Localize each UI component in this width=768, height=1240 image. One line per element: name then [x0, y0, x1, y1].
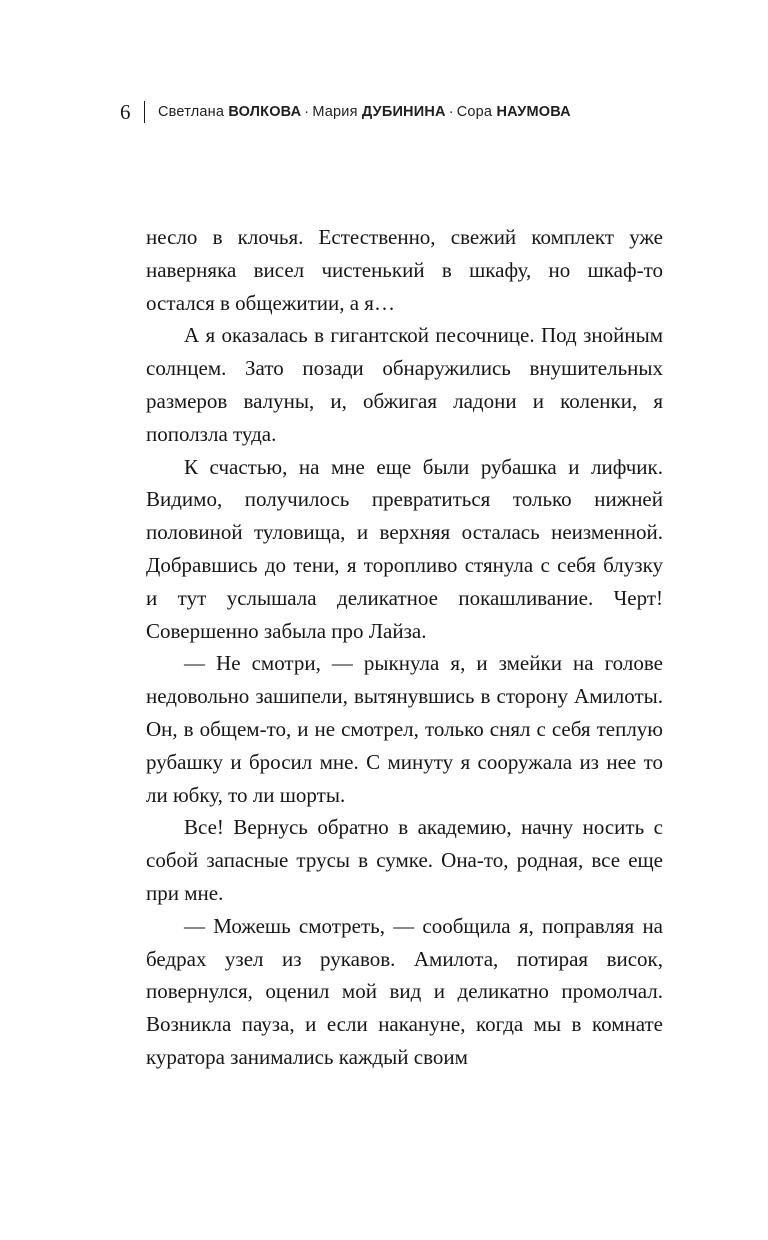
paragraph: К счастью, на мне еще были рубашка и лифчик. Видимо, получилось превратиться только нижней половиной туловища, и верхняя осталась неизменной. Добравшись до тени, я торопливо стянула с себя блузку и тут услышала деликатное покашливание. Черт! Совершенно забыла про Лайза. [146, 454, 663, 643]
author-given-name: Мария [312, 103, 362, 120]
author-separator: · [448, 103, 454, 120]
body-text [146, 221, 663, 1074]
author-surname: ВОЛКОВА [228, 103, 302, 120]
paragraph: несло в клочья. Естественно, свежий комплект уже наверняка висел чистенький в шкафу, но шкаф-то остался в общежитии, а я… [146, 225, 663, 315]
paragraph: — Можешь смотреть, — сообщила я, поправляя на бедрах узел из рукавов. Амилота, потирая висок, повернулся, оценил мой вид и деликатно промолчал. Возникла пауза, и если накануне, когда мы в комнате куратора занимались каждый своим [146, 913, 663, 1069]
author-surname: ДУБИНИНА [361, 103, 446, 120]
author-given-name: Сора [456, 103, 497, 120]
header-divider [144, 101, 146, 123]
paragraph: Все! Вернусь обратно в академию, начну носить с собой запасные трусы в сумке. Она-то, родная, все еще при мне. [146, 815, 663, 905]
paragraph: А я оказалась в гигантской песочнице. Под знойным солнцем. Зато позади обнаружились внушительных размеров валуны, и, обжигая ладони и коленки, я поползла туда. [146, 323, 663, 446]
paragraph: — Не смотри, — рыкнула я, и змейки на голове недовольно зашипели, вытянувшись в сторону Амилоты. Он, в общем-то, и не смотрел, только снял с себя теплую рубашку и бросил мне. С минуту я сооружала из нее то ли юбку, то ли шорты. [146, 651, 663, 807]
page-number: 6 [120, 99, 131, 124]
running-header [120, 101, 571, 123]
author-separator: · [304, 103, 310, 120]
author-surname: НАУМОВА [496, 103, 571, 120]
header-authors [158, 105, 571, 120]
author-given-name: Светлана [158, 103, 229, 120]
